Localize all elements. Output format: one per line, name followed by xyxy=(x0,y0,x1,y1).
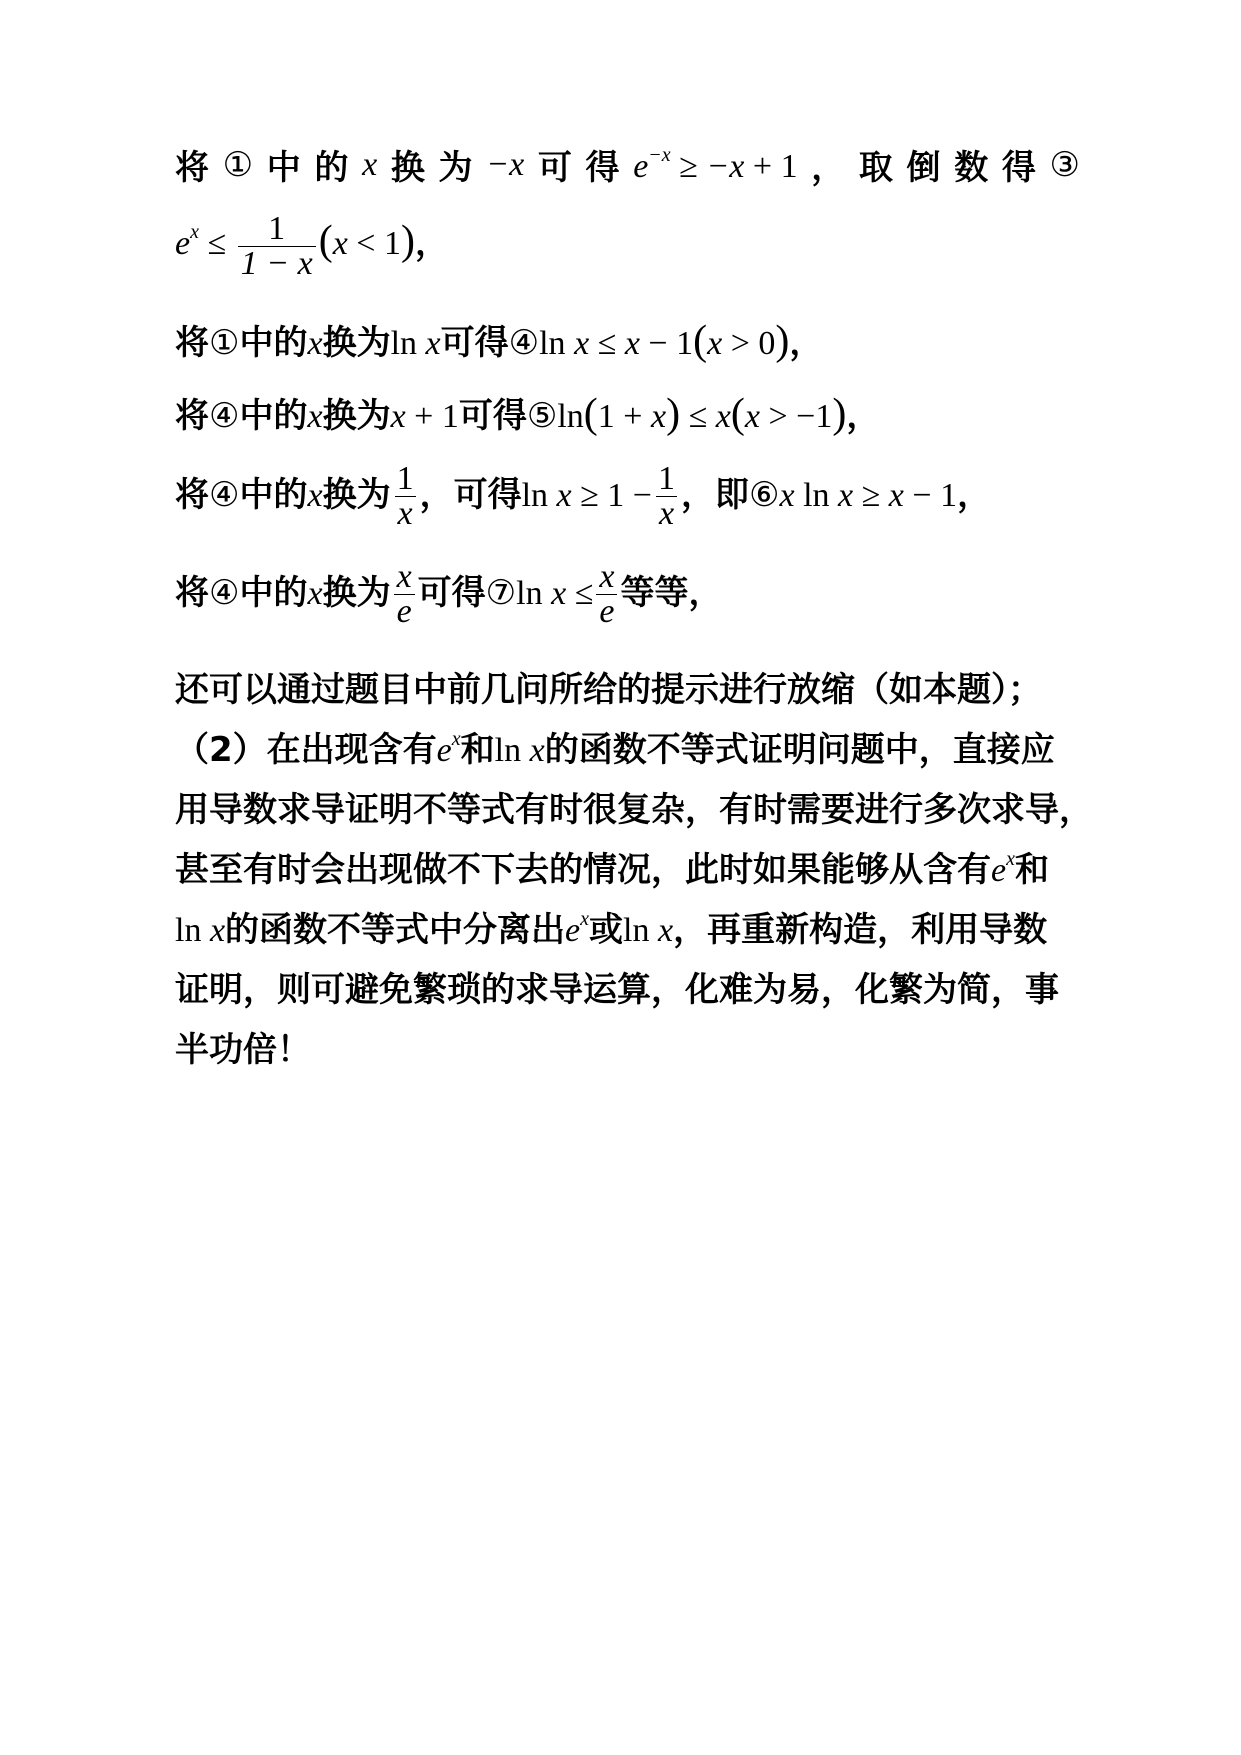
denominator: e xyxy=(394,594,415,629)
comma: ， xyxy=(789,323,824,363)
circled-6: ⑥ xyxy=(748,475,780,515)
math-minus: − xyxy=(632,477,652,514)
math-lnx xyxy=(175,912,225,949)
math-exp: −x xyxy=(648,143,671,166)
math-one: 1 xyxy=(441,398,459,435)
lparen: ( xyxy=(730,391,745,437)
word: 中的 xyxy=(239,323,308,363)
math-negx: −x xyxy=(706,147,745,185)
word: 将 xyxy=(175,396,209,436)
math-e: e xyxy=(991,852,1007,889)
math-x: x xyxy=(529,732,545,769)
math-leq: ≤ xyxy=(574,575,594,612)
numerator: 1 xyxy=(268,210,286,247)
rparen: ) xyxy=(832,391,847,437)
circled-4: ④ xyxy=(209,475,240,515)
math-exp: x xyxy=(1006,848,1015,870)
math-plus: + xyxy=(414,398,434,435)
fraction xyxy=(655,462,678,531)
math-one: 1 xyxy=(607,477,625,514)
fraction xyxy=(394,560,415,629)
math-x: x xyxy=(715,398,731,435)
line-6 xyxy=(175,560,1080,629)
circled-1: ① xyxy=(209,323,240,363)
line-5 xyxy=(175,462,1080,531)
math-ln: ln xyxy=(803,477,830,514)
text-run xyxy=(175,722,1055,771)
line-2 xyxy=(175,212,1080,281)
numerator: x xyxy=(599,558,615,595)
math-plus: + xyxy=(752,147,773,185)
fraction xyxy=(394,462,417,531)
math-e: e xyxy=(633,147,649,185)
math-lnx xyxy=(623,912,673,949)
math-x: x xyxy=(624,325,640,362)
word: 可得 xyxy=(453,475,522,515)
fraction xyxy=(238,212,316,281)
circled-4: ④ xyxy=(508,323,540,363)
math-x: x xyxy=(657,912,674,949)
math-ex xyxy=(991,848,1015,889)
denominator: e xyxy=(596,594,617,629)
text: （2）在出现含有 xyxy=(175,730,437,770)
math-one: 1 xyxy=(383,225,401,263)
math-exp: x xyxy=(190,221,199,244)
math-ineq-1 xyxy=(633,144,797,186)
math-x: x xyxy=(209,912,226,949)
math-exp: x xyxy=(451,728,461,750)
math-e: e xyxy=(436,732,452,769)
math-ex xyxy=(565,908,590,949)
math-zero: 0 xyxy=(758,325,776,362)
math-ineq-7 xyxy=(516,575,593,612)
comma: ， xyxy=(419,475,454,515)
math-x: x xyxy=(425,325,441,362)
math-minus: − xyxy=(796,398,816,435)
math-geq: ≥ xyxy=(861,477,881,514)
lparen: ( xyxy=(318,218,333,265)
word: 等等， xyxy=(620,573,723,613)
math-leq: ≤ xyxy=(207,225,227,263)
math-lnx xyxy=(495,732,545,769)
math-x: x xyxy=(307,575,323,612)
word: 将 xyxy=(175,323,209,363)
circled-4: ④ xyxy=(209,396,240,436)
comma: ， xyxy=(680,475,715,515)
math-x: x xyxy=(362,145,378,183)
math-e: e xyxy=(175,225,191,263)
line-1 xyxy=(175,140,1080,189)
math-leq: ≤ xyxy=(597,325,617,362)
math-geq: ≥ xyxy=(679,147,698,185)
word: 换为 xyxy=(322,323,391,363)
math-ln: ln xyxy=(390,325,418,362)
word: 为 xyxy=(438,148,473,188)
denominator: x xyxy=(395,496,416,531)
lparen: ( xyxy=(583,391,598,437)
lparen: ( xyxy=(693,318,708,364)
math-one: 1 xyxy=(780,147,798,185)
math-ln: ln xyxy=(557,398,584,435)
word: 倒 xyxy=(906,148,941,188)
word: 得 xyxy=(1001,148,1036,188)
rparen: ) xyxy=(666,391,681,437)
math-one: 1 xyxy=(676,325,694,362)
word: 的 xyxy=(314,148,349,188)
math-x: x xyxy=(707,325,723,362)
comma: ， xyxy=(414,223,449,264)
math-geq: ≥ xyxy=(580,477,599,514)
math-x: x xyxy=(307,325,323,362)
word: 换为 xyxy=(322,573,391,613)
math-e: e xyxy=(565,912,581,949)
paragraph-line xyxy=(175,902,1080,951)
word: 将 xyxy=(175,573,209,613)
paragraph-line: 还可以通过题目中前几问所给的提示进行放缩（如本题）； xyxy=(175,670,1042,710)
circled-5: ⑤ xyxy=(526,396,558,436)
word: 可得 xyxy=(440,323,509,363)
paragraph-line: 证明，则可避免繁琐的求导运算，化难为易，化繁为简，事 xyxy=(175,970,1059,1010)
math-ineq-3 xyxy=(175,210,415,282)
word: 中 xyxy=(266,148,301,188)
word: 中的 xyxy=(239,475,308,515)
paragraph-line: 用导数求导证明不等式有时很复杂，有时需要进行多次求导， xyxy=(175,790,1093,830)
math-x: x xyxy=(307,398,323,435)
math-x: x xyxy=(888,477,904,514)
word: 换 xyxy=(390,148,425,188)
math-x: x xyxy=(650,398,667,435)
word: 取 xyxy=(858,148,893,188)
math-one: 1 xyxy=(597,398,615,435)
math-one: 1 xyxy=(815,398,833,435)
text: 和 xyxy=(460,730,495,770)
math-x: x xyxy=(332,225,348,263)
comma: ， xyxy=(811,148,846,188)
math-ex xyxy=(436,728,461,769)
math-ineq-4 xyxy=(539,318,790,364)
math-one: 1 xyxy=(940,477,958,514)
math-leq: ≤ xyxy=(688,398,708,435)
math-x: x xyxy=(307,477,323,514)
math-minus: − xyxy=(912,477,932,514)
denominator: 1 − x xyxy=(238,246,316,281)
math-minus: − xyxy=(648,325,668,362)
math-gt: > xyxy=(768,398,788,435)
numerator: 1 xyxy=(396,460,414,497)
math-ln: ln xyxy=(539,325,566,362)
math-x: x xyxy=(744,398,760,435)
word: 可得 xyxy=(417,573,486,613)
word: 中的 xyxy=(239,573,308,613)
paragraph-line: 半功倍！ xyxy=(175,1030,311,1070)
word: 数 xyxy=(954,148,989,188)
circled-4: ④ xyxy=(209,573,240,613)
comma: ， xyxy=(846,396,881,436)
math-x: x xyxy=(779,477,795,514)
line-4 xyxy=(175,388,1080,438)
word: 可得 xyxy=(458,396,527,436)
text: 和 xyxy=(1014,850,1049,890)
text: 的函数不等式中分离出 xyxy=(225,910,566,950)
word: 中的 xyxy=(239,396,308,436)
circled-7: ⑦ xyxy=(485,573,517,613)
fraction xyxy=(596,560,617,629)
word: 将 xyxy=(175,475,209,515)
math-x: x xyxy=(838,477,854,514)
math-negx: −x xyxy=(486,145,525,183)
math-x: x xyxy=(551,575,567,612)
paragraph-line xyxy=(175,842,1080,891)
word: 换为 xyxy=(322,396,391,436)
math-ineq xyxy=(522,477,652,514)
text: 的函数不等式证明问题中，直接应 xyxy=(544,730,1055,770)
math-x: x xyxy=(390,398,406,435)
math-plus: + xyxy=(623,398,643,435)
comma: ， xyxy=(957,475,992,515)
circled-3: ③ xyxy=(1049,144,1080,185)
math-ln: ln xyxy=(516,575,543,612)
math-ln: ln xyxy=(494,732,522,769)
word: 得 xyxy=(585,148,620,188)
math-x: x xyxy=(574,325,590,362)
denominator: x xyxy=(656,496,677,531)
circled-1: ① xyxy=(222,144,254,185)
word: 将 xyxy=(175,148,209,188)
math-lt: < xyxy=(356,225,376,263)
line-3 xyxy=(175,315,1080,365)
math-ineq-6 xyxy=(779,477,957,514)
math-lnx xyxy=(391,325,441,362)
math-gt: > xyxy=(730,325,750,362)
rparen: ) xyxy=(775,318,790,364)
numerator: 1 xyxy=(657,460,675,497)
text: 或 xyxy=(589,910,624,950)
text: ，再重新构造，利用导数 xyxy=(673,910,1048,950)
rparen: ) xyxy=(400,218,415,265)
paragraph-line xyxy=(175,722,1080,771)
math-ln: ln xyxy=(521,477,549,514)
math-x: x xyxy=(556,477,572,514)
math-exp: x xyxy=(580,908,590,930)
math-ineq-5 xyxy=(557,391,847,437)
math-ln: ln xyxy=(623,912,650,949)
math-xplus1 xyxy=(391,398,459,435)
text: 甚至有时会出现做不下去的情况，此时如果能够从含有 xyxy=(175,850,991,890)
word: 即 xyxy=(714,475,749,515)
word: 换为 xyxy=(322,475,391,515)
word: 可 xyxy=(537,148,572,188)
numerator: x xyxy=(396,558,412,595)
math-ln: ln xyxy=(175,912,202,949)
